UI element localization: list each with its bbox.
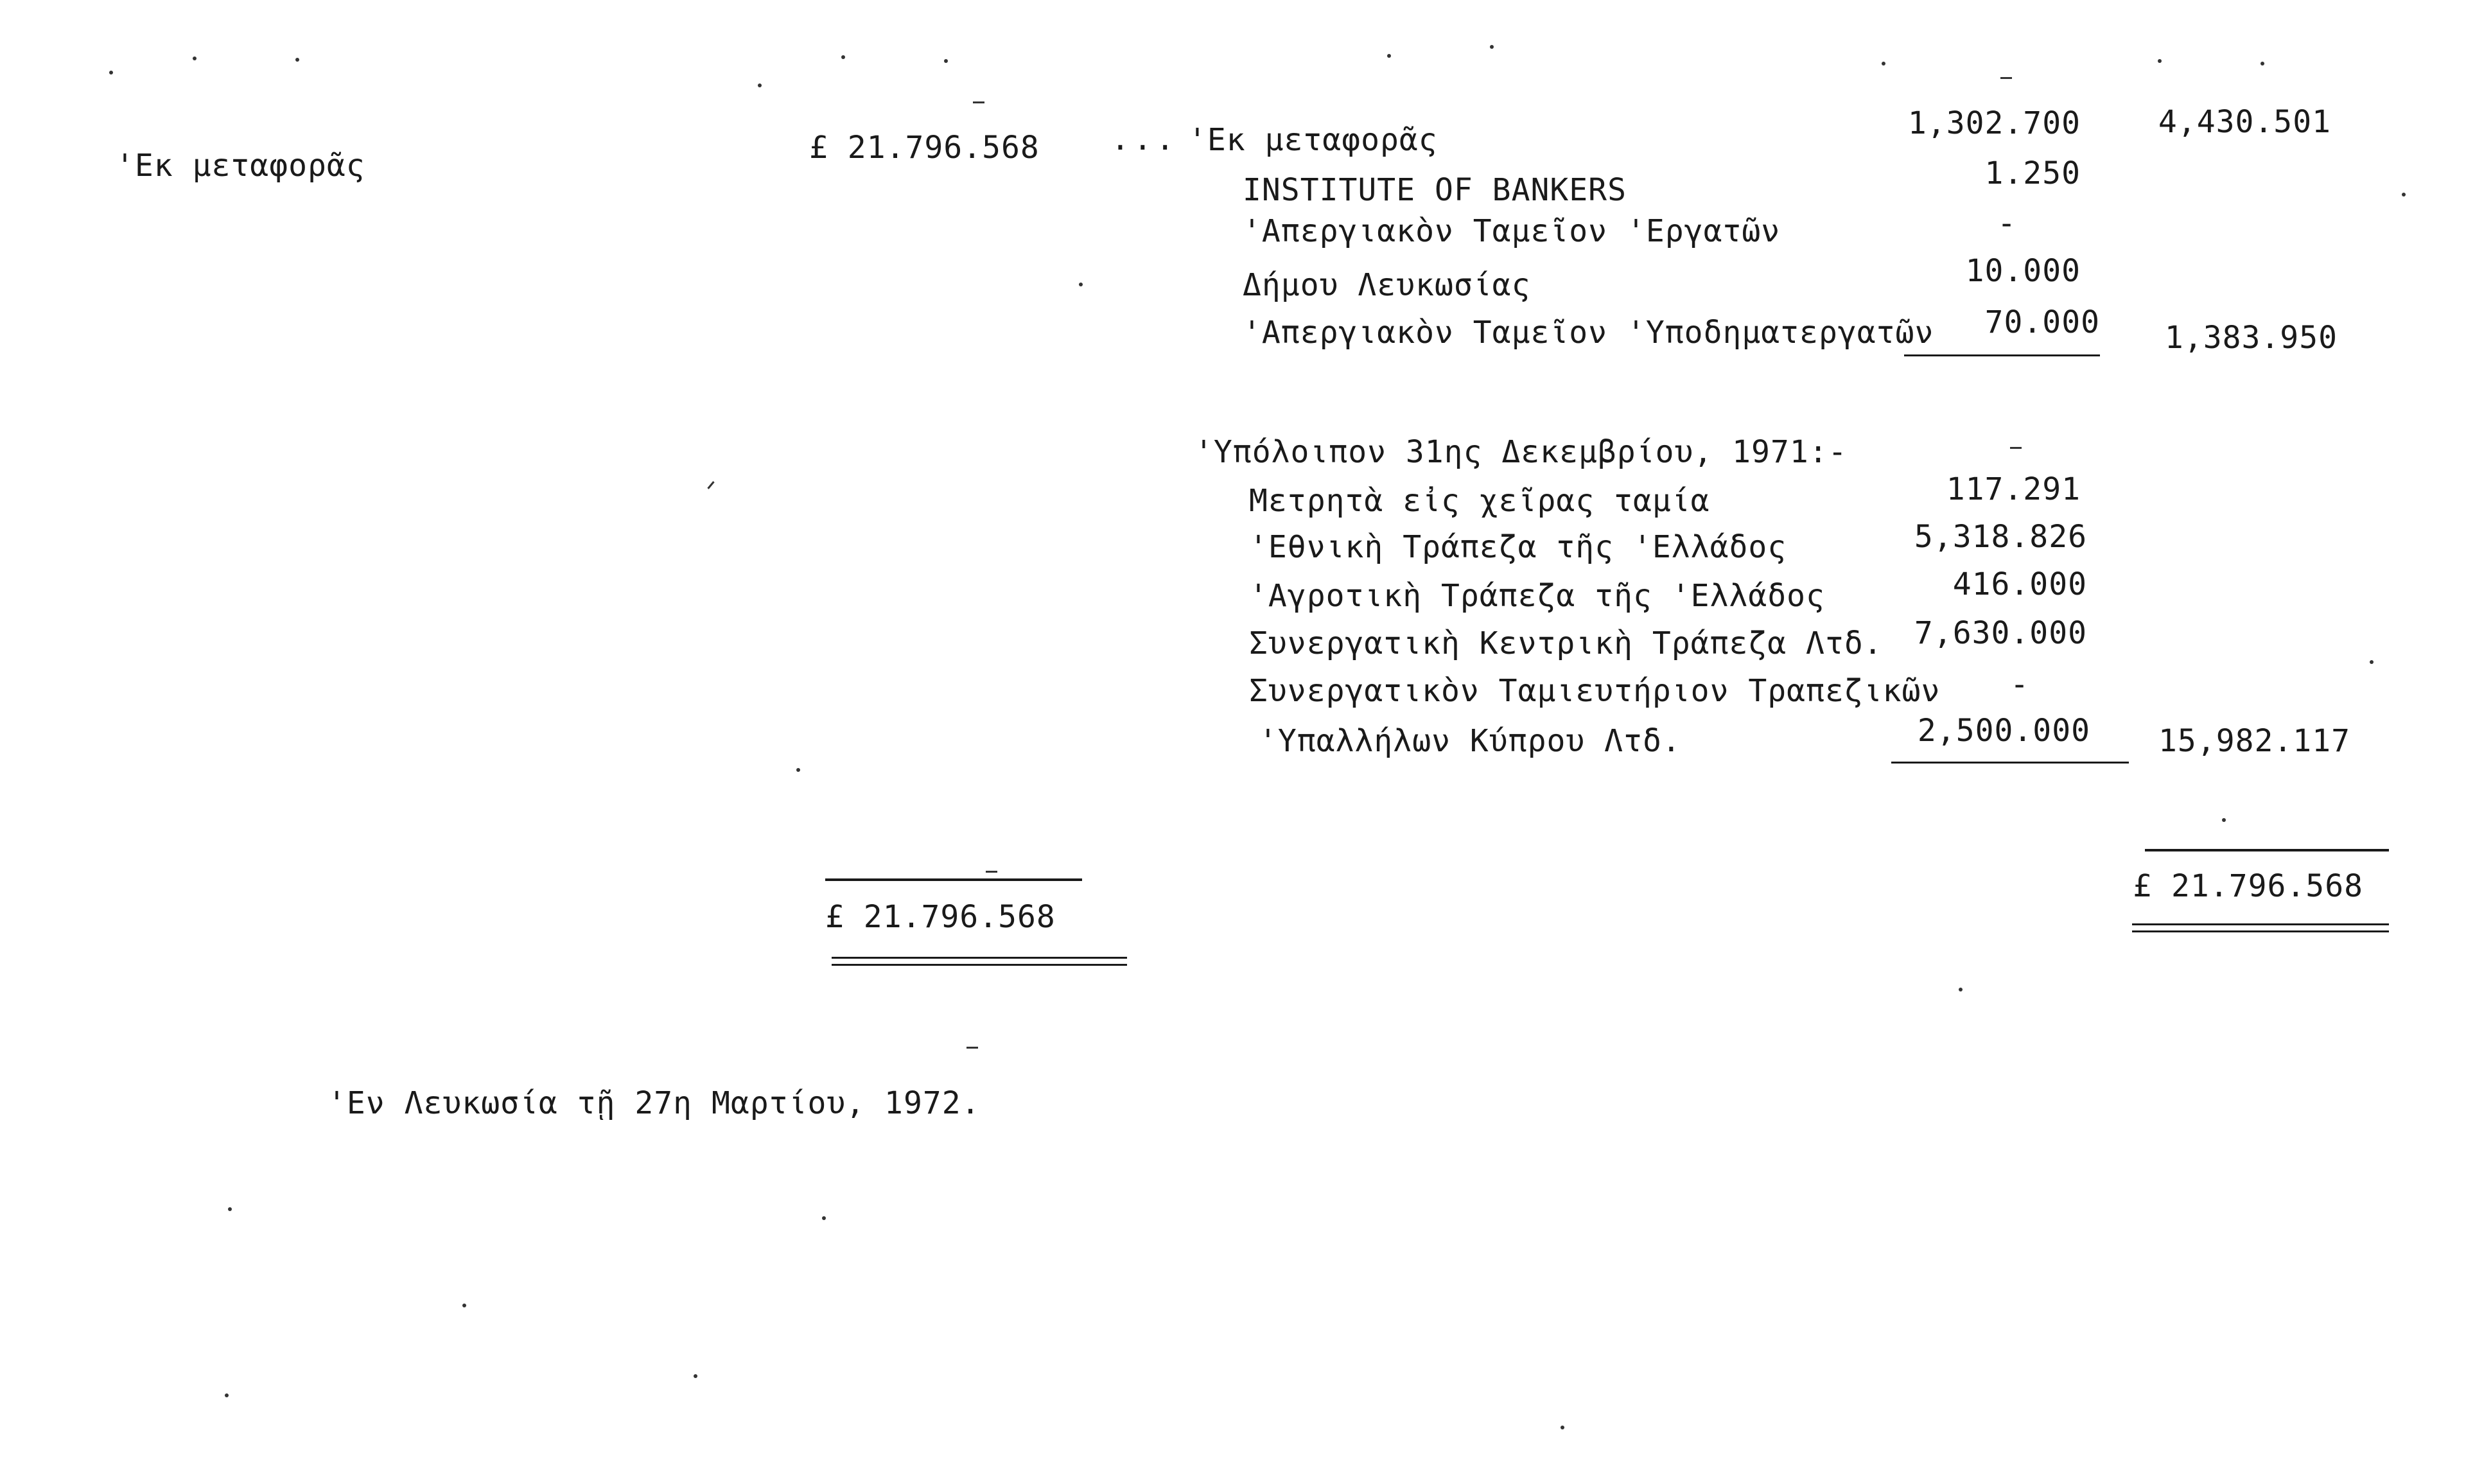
scan-speck — [193, 57, 197, 60]
scan-speck — [2158, 59, 2162, 63]
scan-speck — [1490, 45, 1494, 49]
scan-dash — [2000, 77, 2012, 79]
donation-amount-3: 10.000 — [1965, 253, 2081, 289]
scan-speck — [462, 1304, 466, 1307]
scan-speck — [822, 1216, 826, 1220]
balance-label-5: Συνεργατικὸν Ταμιευτήριον Τραπεζικῶν — [1249, 673, 1941, 709]
right-double-underline — [2132, 923, 2389, 932]
balance-amount-4: 7,630.000 — [1914, 615, 2087, 651]
donation-label-3: Δήμου Λευκωσίας — [1243, 267, 1531, 303]
balances-total: 15,982.117 — [2158, 723, 2350, 759]
right-carried-label: 'Εκ μεταφορᾶς — [1188, 122, 1438, 158]
scan-speck — [225, 1393, 229, 1397]
balance-heading: 'Υπόλοιπον 31ης Δεκεμβρίου, 1971:- — [1194, 434, 1848, 470]
right-total-rule — [2145, 849, 2389, 851]
scan-dash — [973, 101, 984, 103]
place-date-line: 'Εν Λευκωσία τῇ 27η Μαρτίου, 1972. — [328, 1085, 981, 1121]
scan-speck — [1561, 1426, 1564, 1429]
scan-dash — [707, 481, 714, 489]
scan-speck — [109, 71, 113, 74]
donations-rule — [1904, 354, 2100, 356]
scan-speck — [1387, 54, 1391, 58]
balance-amount-1: 117.291 — [1946, 471, 2081, 507]
scan-speck — [2222, 818, 2226, 822]
balance-label-2: 'Εθνικὴ Τράπεζα τῆς 'Ελλάδος — [1249, 529, 1787, 565]
donation-label-2: 'Απεργιακὸν Ταμεῖον 'Εργατῶν — [1243, 213, 1781, 249]
scan-speck — [758, 83, 762, 87]
scan-speck — [295, 58, 299, 62]
scan-speck — [1079, 283, 1083, 286]
left-total-amount: £ 21.796.568 — [825, 899, 1056, 935]
scan-speck — [841, 55, 845, 59]
donation-label-4: 'Απεργιακὸν Ταμεῖον 'Υποδηματεργατῶν — [1243, 315, 1934, 351]
balance-label-6: 'Υπαλλήλων Κύπρου Λτδ. — [1259, 723, 1681, 759]
balances-rule — [1891, 762, 2129, 764]
scan-speck — [1882, 62, 1885, 65]
right-carried-total: 4,430.501 — [2158, 104, 2331, 140]
left-total-rule — [825, 878, 1082, 881]
balance-label-1: Μετρητὰ εἰς χεῖρας ταμία — [1249, 483, 1710, 519]
donation-label-1: INSTITUTE OF BANKERS — [1243, 172, 1627, 208]
left-carried-label: 'Εκ μεταφορᾶς — [116, 148, 365, 184]
left-double-underline — [832, 957, 1127, 966]
balance-amount-6: 2,500.000 — [1917, 713, 2090, 749]
heading-dash — [2010, 447, 2022, 449]
scan-speck — [2260, 62, 2264, 65]
donation-amount-1: 1.250 — [1984, 155, 2081, 191]
donation-amount-4: 70.000 — [1984, 304, 2100, 340]
leader-dots: ··· — [1111, 130, 1178, 166]
donation-amount-2: - — [1997, 205, 2016, 241]
scan-speck — [228, 1207, 232, 1211]
right-carried-sub: 1,302.700 — [1907, 105, 2081, 141]
donations-total: 1,383.950 — [2164, 320, 2338, 356]
left-carried-amount: £ 21.796.568 — [809, 130, 1040, 166]
scan-speck — [944, 59, 948, 63]
scan-speck — [796, 768, 800, 772]
scan-speck — [1959, 988, 1963, 991]
balance-amount-3: 416.000 — [1952, 566, 2087, 602]
balance-amount-5: - — [2010, 667, 2029, 703]
scan-dash — [986, 871, 997, 873]
balance-label-4: Συνεργατικὴ Κεντρικὴ Τράπεζα Λτδ. — [1249, 625, 1883, 661]
balance-amount-2: 5,318.826 — [1914, 519, 2087, 555]
scan-speck — [2370, 660, 2374, 664]
balance-label-3: 'Αγροτικὴ Τράπεζα τῆς 'Ελλάδος — [1249, 578, 1825, 614]
scan-dash — [966, 1047, 978, 1049]
scan-speck — [694, 1374, 697, 1378]
right-grand-total: £ 21.796.568 — [2133, 868, 2363, 904]
scan-speck — [2402, 193, 2406, 196]
